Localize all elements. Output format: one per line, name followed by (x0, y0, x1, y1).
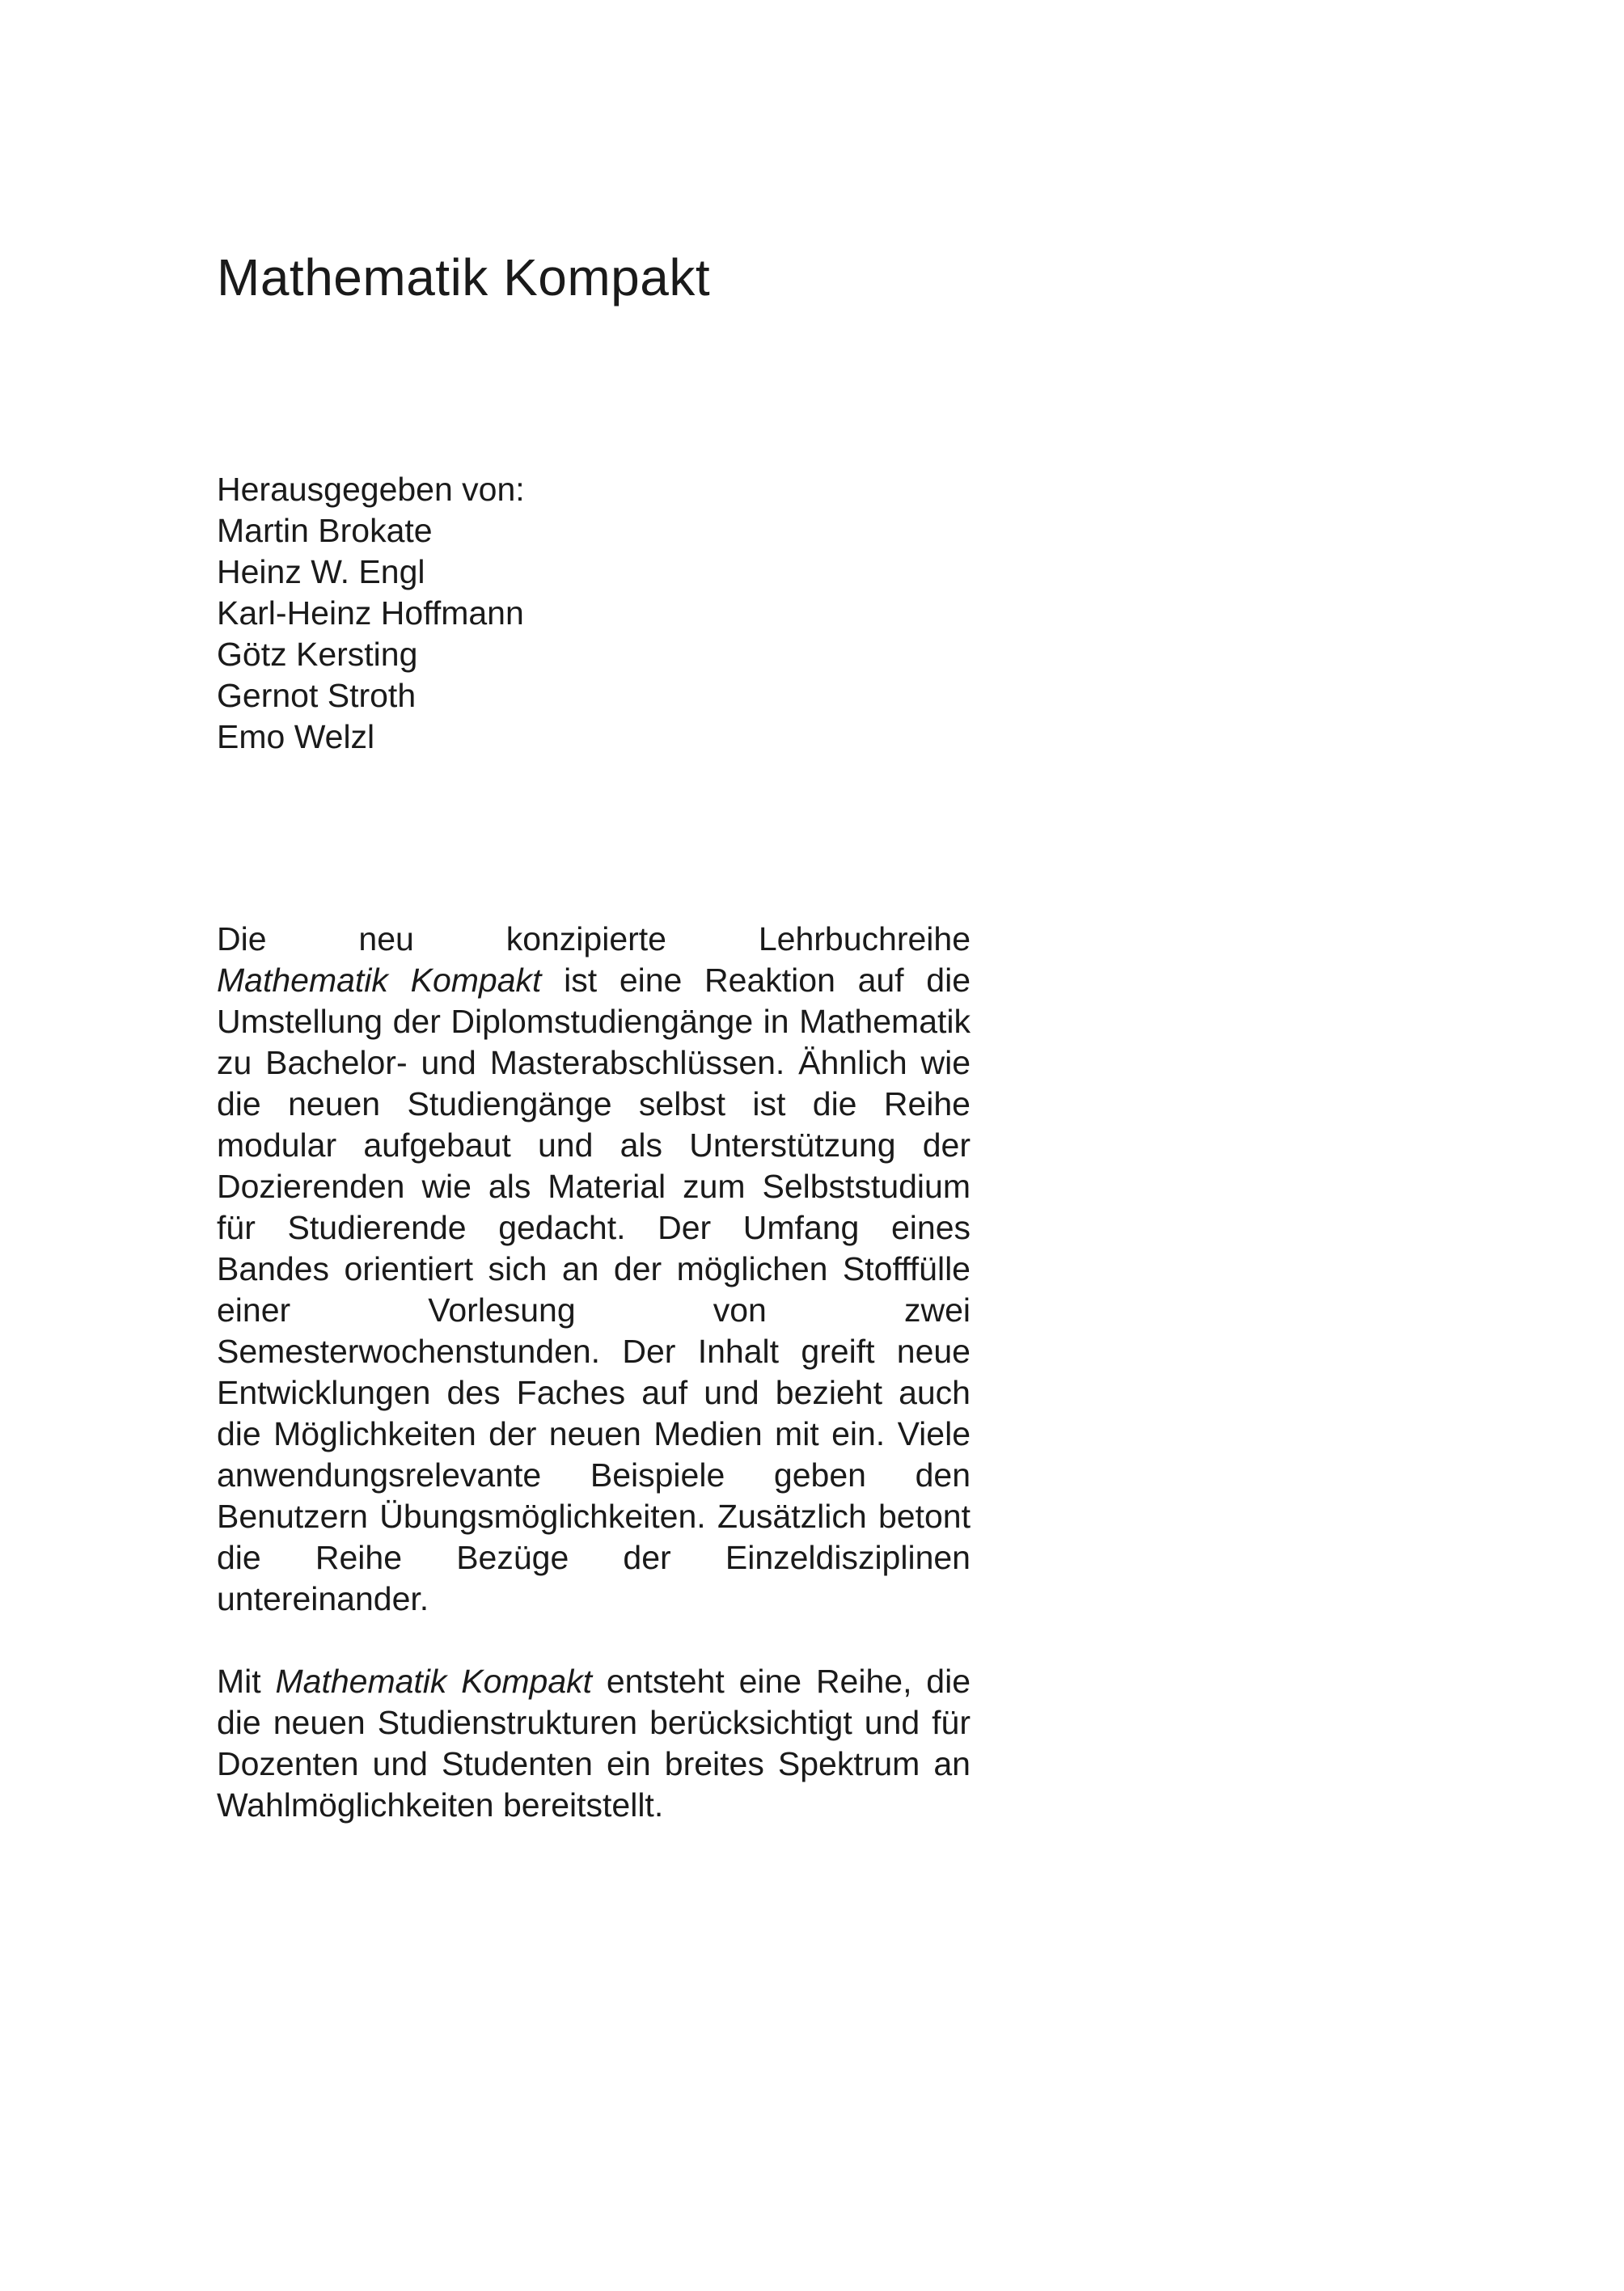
description-paragraph-1 (217, 919, 971, 1620)
editor-name: Heinz W. Engl (217, 553, 425, 590)
paragraph-2-prefix: Mit (217, 1663, 276, 1700)
series-name-italic: Mathematik Kompakt (217, 962, 542, 999)
editors-heading: Herausgegeben von: (217, 471, 525, 508)
series-name-italic: Mathematik Kompakt (275, 1663, 593, 1700)
editor-name: Emo Welzl (217, 718, 375, 755)
editor-name: Gernot Stroth (217, 677, 417, 714)
editor-name: Martin Brokate (217, 512, 433, 549)
editors-list (217, 469, 525, 758)
editor-name: Götz Kersting (217, 636, 418, 673)
paragraph-1-text: ist eine Reaktion auf die Umstellung der Diplomstudiengänge in Mathematik zu Bachelor- und Masterabschlüssen. Ähnlich wie die neuen Studiengänge selbst ist die Reihe modular aufgebaut und als Unterstützung der Dozierenden wie als Material zum Selbststudium für Studierende gedacht. Der Umfang eines Bandes orientiert sich an der möglichen Stofffülle einer Vorlesung von zwei Semesterwochenstunden. Der Inhalt greift neue Entwicklungen des Faches auf und bezieht auch die Möglichkeiten der neuen Medien mit ein. Viele anwendungsrelevante Beispiele geben den Benutzern Übungsmöglichkeiten. Zusätzlich betont die Reihe Bezüge der Einzeldisziplinen untereinander. (217, 962, 971, 1617)
editor-name: Karl-Heinz Hoffmann (217, 594, 524, 632)
paragraph-2-text: entsteht eine Reihe, die die neuen Studienstrukturen berücksichtigt und für Dozenten und Studenten ein breites Spektrum an Wahlmöglichkeiten bereitstellt. (217, 1663, 971, 1824)
series-title: Mathematik Kompakt (217, 248, 711, 306)
description-paragraph-2 (217, 1661, 971, 1826)
paragraph-1-prefix: Die neu konzipierte Lehrbuchreihe (217, 920, 971, 957)
series-description (217, 919, 971, 1826)
